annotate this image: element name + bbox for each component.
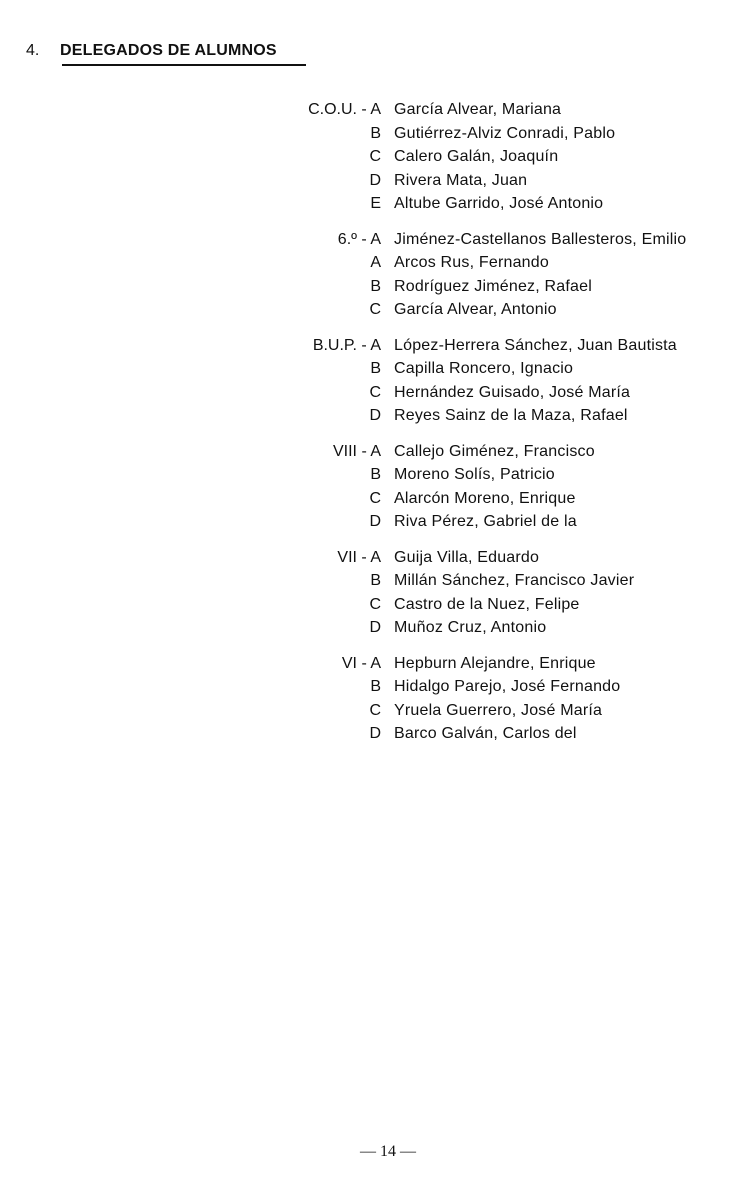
delegate-name: Riva Pérez, Gabriel de la [394, 513, 577, 530]
delegate-row [0, 699, 746, 723]
delegate-name: Callejo Giménez, Francisco [394, 442, 595, 460]
delegate-name: Hidalgo Parejo, José Fernando [394, 678, 621, 695]
section-title: DELEGADOS DE ALUMNOS [60, 42, 277, 59]
course-code: B [370, 572, 381, 589]
course-code: D [369, 407, 381, 424]
delegate-row [0, 616, 746, 640]
delegate-row [0, 169, 746, 193]
course-code: D [369, 725, 381, 742]
page-number: — 14 — [360, 1143, 416, 1160]
delegate-name: Calero Galán, Joaquín [394, 148, 559, 165]
delegate-name: Barco Galván, Carlos del [394, 725, 577, 742]
course-code: VI - A [341, 654, 381, 672]
course-code: B [370, 678, 381, 695]
delegate-name: Guija Villa, Eduardo [394, 548, 540, 566]
delegate-row [0, 298, 746, 322]
course-code: VII - A [337, 548, 381, 566]
delegate-name: Capilla Roncero, Ignacio [394, 360, 574, 377]
course-code: C.O.U. - A [308, 101, 381, 118]
delegate-name: Hepburn Alejandre, Enrique [394, 654, 596, 672]
delegate-name: Rodríguez Jiménez, Rafael [394, 277, 592, 295]
delegate-name: Jiménez-Castellanos Ballesteros, Emilio [394, 230, 687, 248]
delegate-name: Millán Sánchez, Francisco Javier [394, 572, 635, 589]
course-code: A [370, 254, 381, 271]
delegate-row [0, 487, 746, 511]
delegate-row [0, 122, 746, 146]
course-code: D [369, 513, 381, 530]
course-group [0, 546, 746, 640]
course-code: C [369, 595, 381, 613]
delegate-row [0, 675, 746, 699]
course-group [0, 98, 746, 216]
delegate-name: García Alvear, Mariana [394, 101, 562, 118]
course-code: C [369, 489, 381, 507]
delegate-row [0, 192, 746, 216]
course-code: 6.º - A [337, 230, 381, 248]
delegate-name: Yruela Guerrero, José María [394, 701, 603, 719]
delegate-row [0, 357, 746, 381]
course-code: B [370, 124, 381, 142]
delegate-row [0, 98, 746, 122]
delegate-name: López-Herrera Sánchez, Juan Bautista [394, 336, 677, 354]
delegate-name: Gutiérrez-Alviz Conradi, Pablo [394, 124, 616, 142]
delegate-row [0, 381, 746, 405]
title-underline [62, 64, 306, 66]
course-code: C [369, 148, 381, 165]
course-code: C [369, 701, 381, 719]
delegate-name: Arcos Rus, Fernando [394, 254, 549, 271]
delegate-row [0, 593, 746, 617]
course-group [0, 228, 746, 322]
delegate-name: Castro de la Nuez, Felipe [394, 595, 580, 613]
delegate-row [0, 569, 746, 593]
course-group [0, 652, 746, 746]
delegate-name: Hernández Guisado, José María [394, 383, 631, 401]
delegate-name: Moreno Solís, Patricio [394, 466, 555, 483]
delegate-name: Alarcón Moreno, Enrique [394, 489, 576, 507]
delegate-row [0, 251, 746, 275]
delegate-row [0, 510, 746, 534]
delegate-row [0, 463, 746, 487]
delegate-row [0, 546, 746, 570]
course-code: E [370, 195, 381, 212]
delegate-row [0, 275, 746, 299]
delegate-name: Rivera Mata, Juan [394, 171, 528, 189]
course-group [0, 440, 746, 534]
delegate-name: Muñoz Cruz, Antonio [394, 619, 547, 636]
section-heading [26, 41, 277, 61]
delegate-row [0, 145, 746, 169]
section-number: 4. [26, 42, 40, 59]
delegate-row [0, 652, 746, 676]
course-code: B.U.P. - A [312, 336, 381, 354]
delegate-row [0, 334, 746, 358]
delegate-name: Altube Garrido, José Antonio [394, 195, 604, 212]
course-code: B [370, 466, 381, 483]
course-group [0, 334, 746, 428]
delegate-row [0, 228, 746, 252]
delegates-list [0, 98, 746, 758]
course-code: C [369, 301, 381, 318]
delegate-row [0, 722, 746, 746]
course-code: D [369, 619, 381, 636]
course-code: B [370, 360, 381, 377]
delegate-name: García Alvear, Antonio [394, 301, 557, 318]
course-code: VIII - A [332, 442, 381, 460]
course-code: D [369, 171, 381, 189]
course-code: B [370, 277, 381, 295]
course-code: C [369, 383, 381, 401]
delegate-name: Reyes Sainz de la Maza, Rafael [394, 407, 628, 424]
delegate-row [0, 440, 746, 464]
delegate-row [0, 404, 746, 428]
